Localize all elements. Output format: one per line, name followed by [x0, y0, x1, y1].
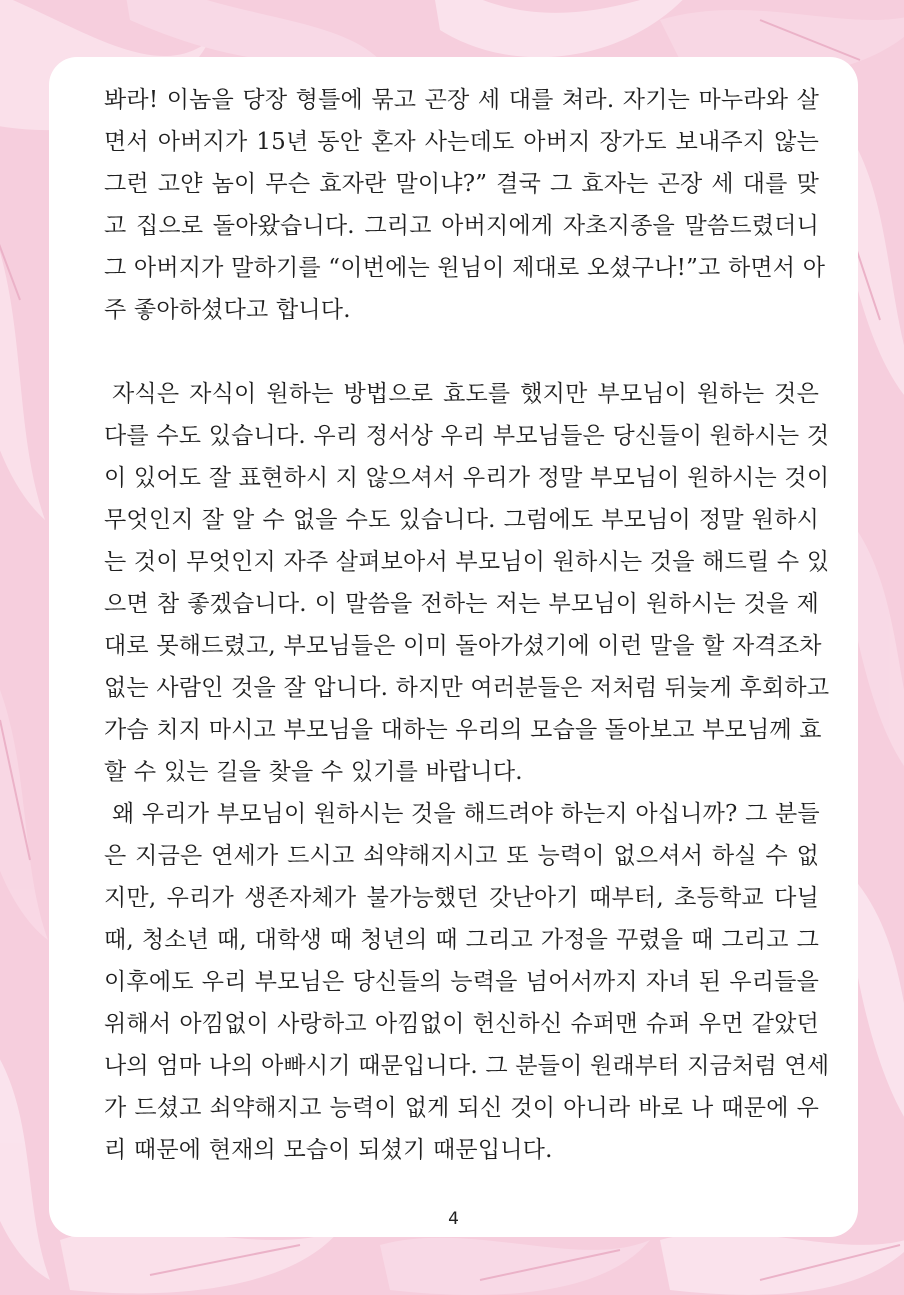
text-line: 그런 고얀 놈이 무슨 효자란 말이냐?” 결국 그 효자는 곤장 세 대를 맞 — [104, 171, 819, 197]
text-line: 주 좋아하셨다고 합니다. — [104, 297, 351, 323]
text-line: 면서 아버지가 15년 동안 혼자 사는데도 아버지 장가도 보내주지 않는 — [104, 129, 819, 155]
text-line: 무엇인지 잘 알 수 없을 수도 있습니다. 그럼에도 부모님이 정말 원하시 — [104, 507, 819, 533]
text-line: 그 아버지가 말하기를 “이번에는 원님이 제대로 오셨구나!”고 하면서 아 — [104, 255, 826, 281]
text-line: 왜 우리가 부모님이 원하시는 것을 해드려야 하는지 아십니까? 그 분들 — [112, 801, 820, 827]
text-line: 없는 사람인 것을 잘 압니다. 하지만 여러분들은 저처럼 뒤늦게 후회하고 — [104, 675, 830, 701]
paragraph-3 — [104, 793, 819, 835]
text-line: 는 것이 무엇인지 자주 살펴보아서 부모님이 원하시는 것을 해드릴 수 있 — [104, 549, 830, 575]
text-line: 나의 엄마 나의 아빠시기 때문입니다. 그 분들이 원래부터 지금처럼 연세 — [104, 1053, 830, 1079]
text-line: 이 있어도 잘 표현하시 지 않으셔서 우리가 정말 부모님이 원하시는 것이 — [104, 465, 830, 491]
text-line: 가 드셨고 쇠약해지고 능력이 없게 되신 것이 아니라 바로 나 때문에 우 — [104, 1095, 819, 1121]
text-line: 때, 청소년 때, 대학생 때 청년의 때 그리고 가정을 꾸렸을 때 그리고 그 — [104, 927, 819, 953]
text-line: 고 집으로 돌아왔습니다. 그리고 아버지에게 자초지종을 말씀드렸더니 — [104, 213, 819, 239]
text-line: 위해서 아낌없이 사랑하고 아낌없이 헌신하신 슈퍼맨 슈퍼 우먼 같았던 — [104, 1011, 819, 1037]
text-line: 리 때문에 현재의 모습이 되셨기 때문입니다. — [104, 1137, 553, 1163]
text-line: 으면 참 좋겠습니다. 이 말씀을 전하는 저는 부모님이 원하시는 것을 제 — [104, 591, 819, 617]
page-number: 4 — [448, 1209, 459, 1229]
text-line: 자식은 자식이 원하는 방법으로 효도를 했지만 부모님이 원하는 것은 — [112, 381, 819, 407]
text-line: 이후에도 우리 부모님은 당신들의 능력을 넘어서까지 자녀 된 우리들을 — [104, 969, 819, 995]
text-line: 대로 못해드렸고, 부모님들은 이미 돌아가셨기에 이런 말을 할 자격조차 — [104, 633, 822, 659]
paragraph-2 — [104, 373, 819, 415]
text-line: 할 수 있는 길을 찾을 수 있기를 바랍니다. — [104, 759, 523, 785]
text-line: 봐라! 이놈을 당장 형틀에 묶고 곤장 세 대를 쳐라. 자기는 마누라와 살 — [104, 87, 819, 113]
paragraph-1 — [104, 79, 826, 331]
text-line: 은 지금은 연세가 드시고 쇠약해지시고 또 능력이 없으셔서 하실 수 없 — [104, 843, 819, 869]
body-text — [104, 79, 830, 1171]
paragraph-2-body — [104, 415, 830, 793]
text-line: 다를 수도 있습니다. 우리 정서상 우리 부모님들은 당신들이 원하시는 것 — [104, 423, 830, 449]
page-card — [49, 57, 858, 1237]
paragraph-3-body — [104, 835, 830, 1171]
text-line: 지만, 우리가 생존자체가 불가능했던 갓난아기 때부터, 초등학교 다닐 — [104, 885, 819, 911]
text-line: 가슴 치지 마시고 부모님을 대하는 우리의 모습을 돌아보고 부모님께 효 — [104, 717, 822, 743]
